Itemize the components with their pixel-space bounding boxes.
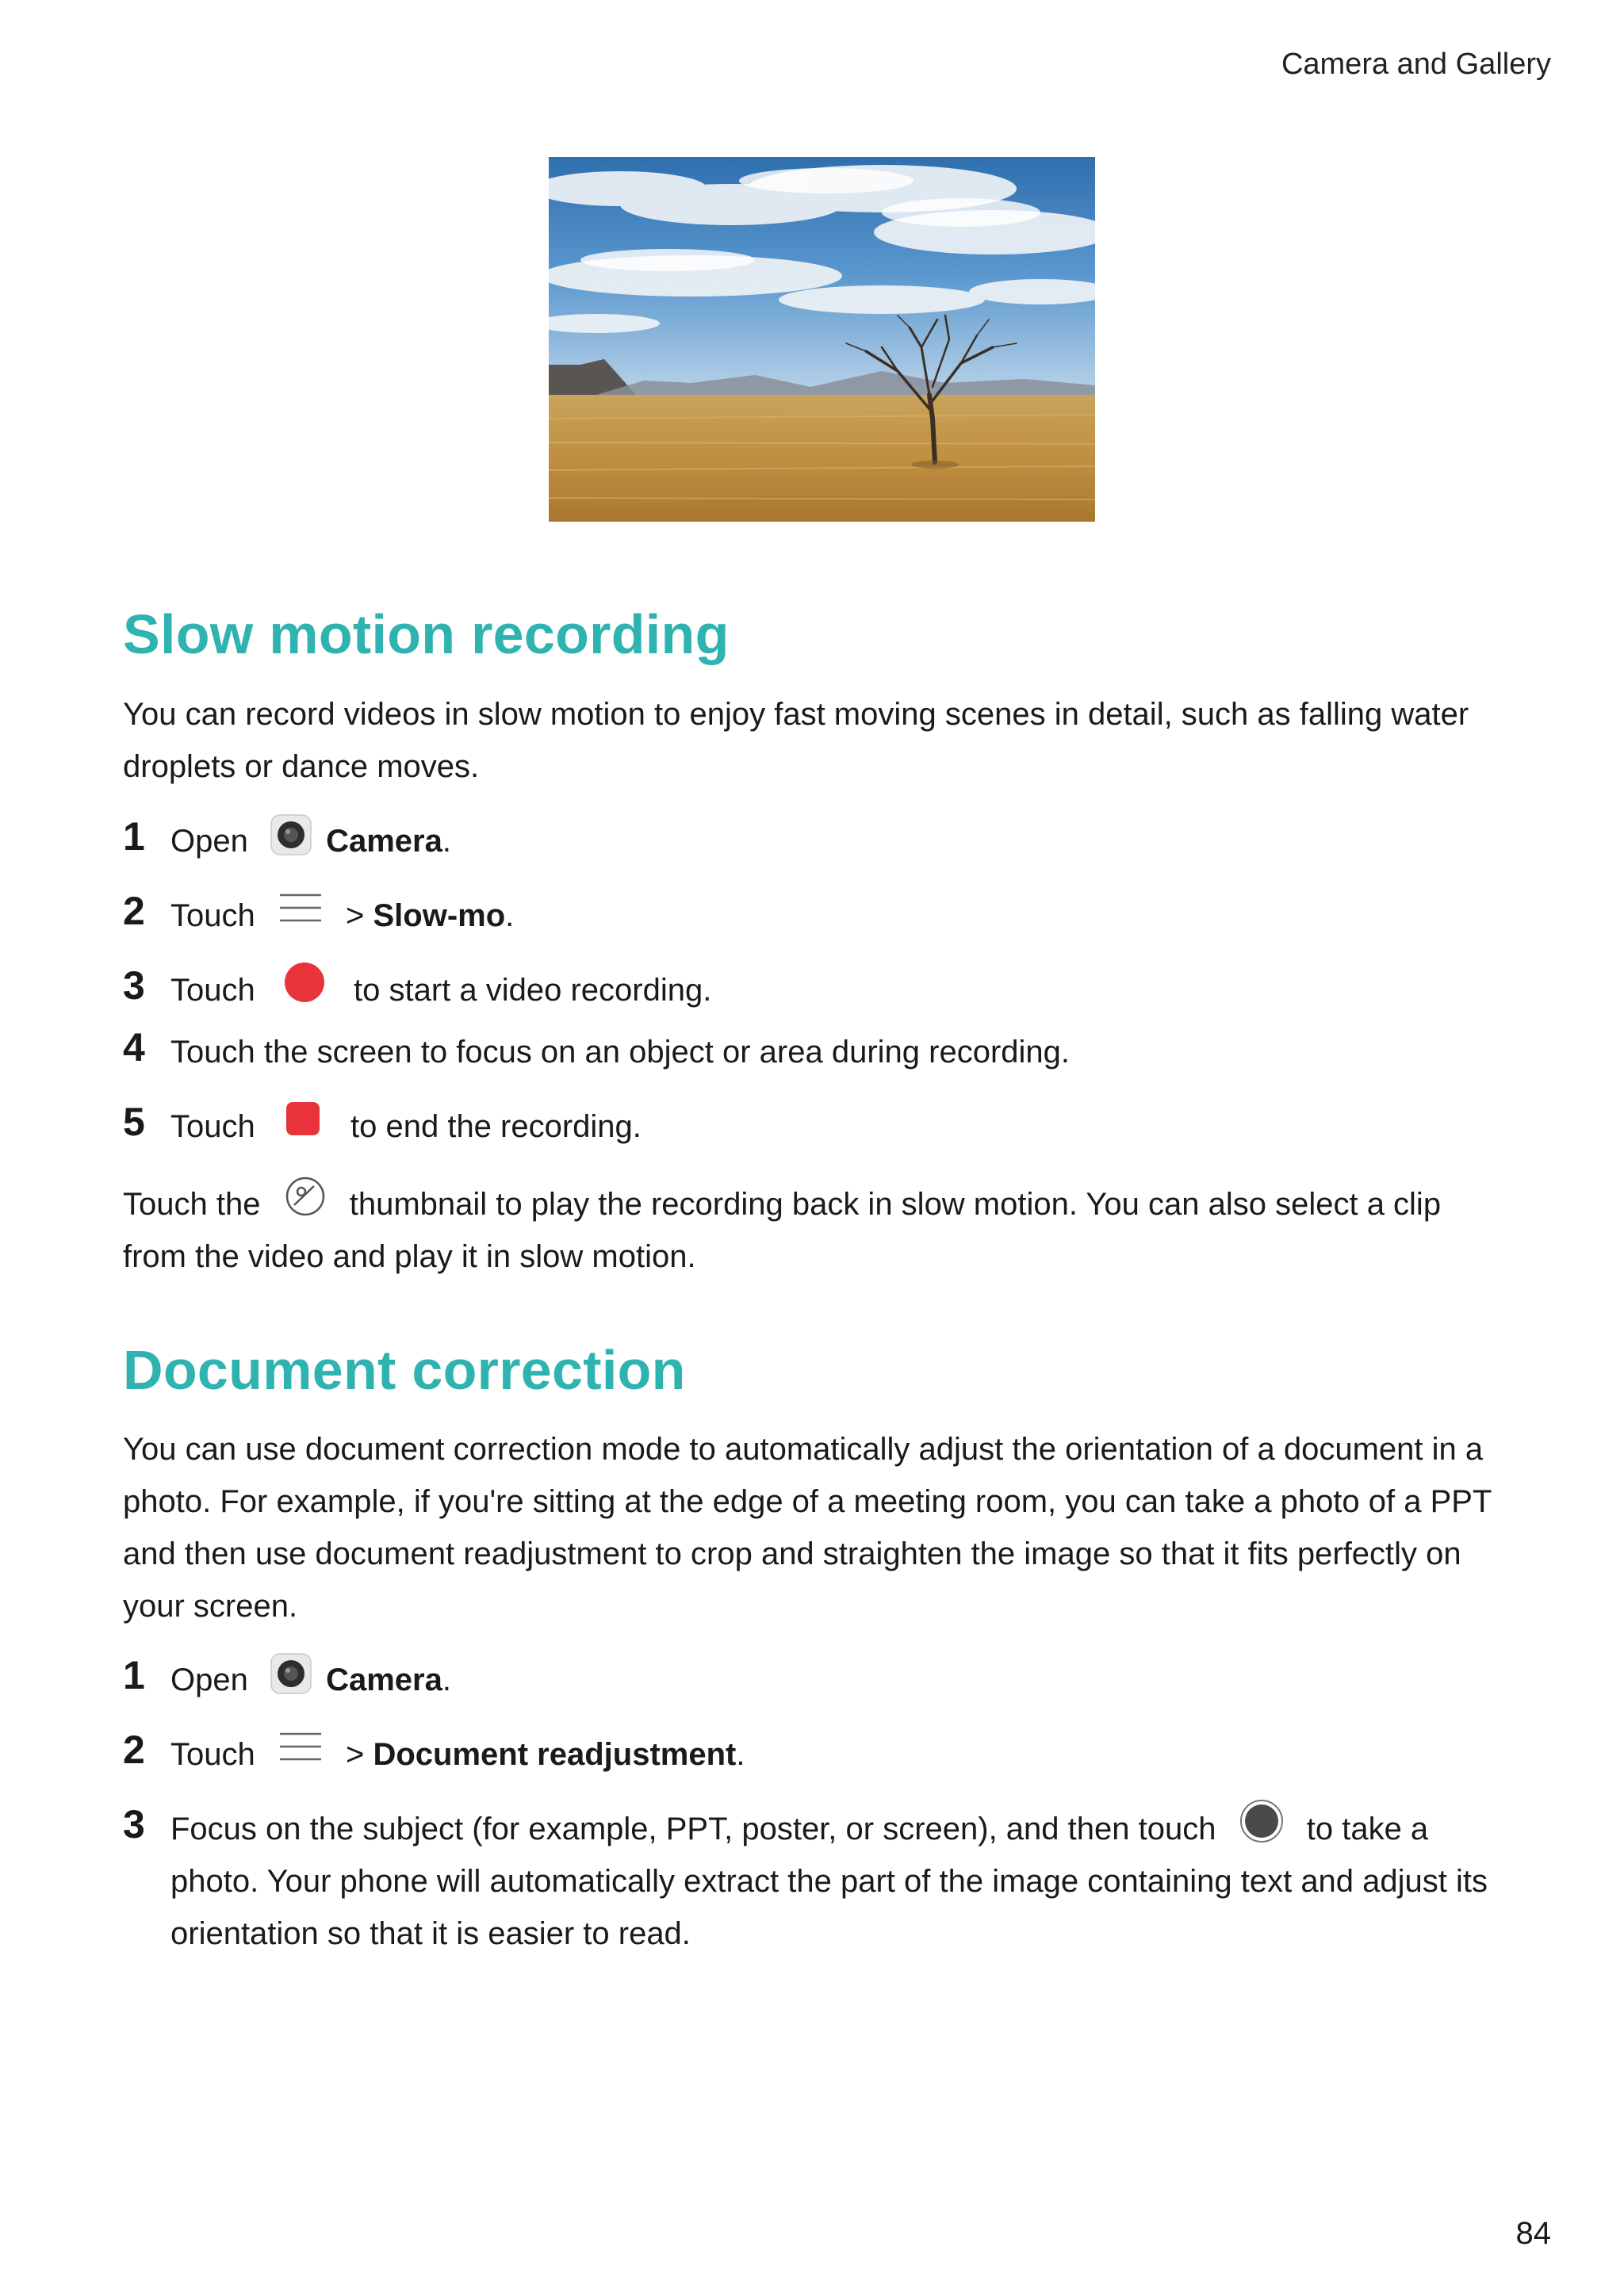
manual-page: Camera and Gallery Slow motion recording You can record videos in slow motion to enjoy fast moving scenes in detail, such as falling water droplets or dance moves. 1 Open Camera. 2 Touch > Slow-mo. 3 Touch to start a video recording. 4 Touch the screen to focus on an object or area during recording. 5 Touch to end the recording. Touch the thumbnail to play the recording back in slow motion. You can also select a clip from the video and play it in slow motion. Document correction You can use document correction mode to automatically adjust the orientation of a document in a photo. For example, if you're sitting at the edge of a meeting room, you can take a photo of a PPT and then use document readjustment to crop and straighten the image so that it fits perfectly on your screen. 1 Open Camera. 2 Touch > Document readjustment. 3 Focus on the subject (for example, PPT, poster, or screen), and then touch to take a photo. Your phone will automatically extract the part of the image containing text and adjust its orientation so that it is easier to read. 84: [123, 48, 1551, 2251]
camera-app-icon[interactable]: [270, 1652, 312, 1695]
slow-motion-thumbnail-icon[interactable]: [284, 1175, 327, 1218]
camera-app-icon[interactable]: [270, 813, 312, 856]
section-title-document-correction: Document correction: [123, 1339, 686, 1401]
slow-motion-intro: You can record videos in slow motion to enjoy fast moving scenes in detail, such as falling water droplets or dance moves.: [123, 697, 1469, 784]
shutter-button-icon[interactable]: [1239, 1799, 1284, 1843]
stop-button-icon[interactable]: [285, 1100, 321, 1137]
running-header: Camera and Gallery: [1281, 48, 1551, 81]
menu-icon[interactable]: [278, 890, 323, 925]
record-button-icon[interactable]: [283, 961, 326, 1004]
section-title-slow-motion: Slow motion recording: [123, 603, 730, 665]
menu-icon[interactable]: [278, 1729, 323, 1764]
slow-motion-playback-note: Touch the thumbnail to play the recording back in slow motion. You can also select a clip from the video and play it in slow motion.: [123, 1178, 1519, 1283]
page-number: 84: [1515, 2216, 1551, 2251]
landscape-tree-photo: [549, 157, 1095, 522]
document-correction-intro: You can use document correction mode to automatically adjust the orientation of a document in a photo. For example, if you're sitting at the edge of a meeting room, you can take a photo of a PPT and then use document readjustment to crop and straighten the image so that it fits perfectly on your screen.: [123, 1432, 1492, 1624]
